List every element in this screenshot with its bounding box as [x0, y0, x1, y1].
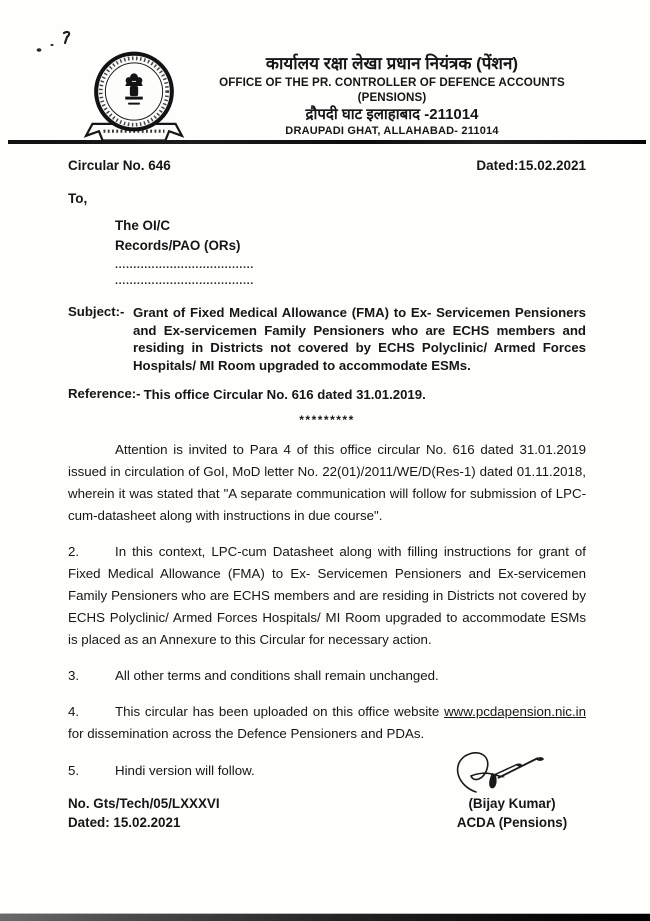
- dotted-line-1: ......................................: [115, 259, 254, 271]
- paragraph-number: 4.: [68, 703, 80, 719]
- office-seal-icon: [74, 50, 194, 146]
- paragraph-text: Hindi version will follow.: [115, 762, 255, 778]
- office-address-english: DRAUPADI GHAT, ALLAHABAD- 211014: [285, 125, 499, 137]
- paragraph-text-before-link: This circular has been uploaded on this office website: [115, 703, 445, 719]
- body-paragraph-1: Attention is invited to Para 4 of this office circular No. 616 dated 31.01.2019 issued in circulation of GoI, MoD letter No. 22(01)/2011/WE/D(Res-1) dated 01.11.2018, wherein it was stated that "A separate communication will follow for submission of LPC-cum-datasheet along with instructions in due course".: [68, 441, 586, 523]
- letterhead: [0, 0, 650, 146]
- paragraph-text: In this context, LPC-cum Datasheet along with filling instructions for grant of Fixed Medical Allowance (FMA) to Ex- Servicemen Pensioners and Ex-servicemen Family Pensioners who are ECHS members and are residing in Districts not covered by ECHS Polyclinic/ Armed Forces Hospitals/ MI Room upgraded to accommodate ESMs is placed as an Annexure to this Circular for necessary action.: [68, 543, 586, 647]
- paragraph-text-after-link: for dissemination across the Defence Pensioners and PDAs.: [68, 725, 425, 741]
- scan-edge: [0, 914, 650, 921]
- subject-label: Subject:-: [68, 304, 125, 319]
- website-link[interactable]: www.pcdapension.nic.in: [444, 703, 586, 719]
- signatory-block: [437, 794, 587, 832]
- subject-text: Grant of Fixed Medical Allowance (FMA) to Ex- Servicemen Pensioners and Ex-servicemen Family Pensioners who are ECHS members and residing in Districts not covered by ECHS Polyclinic/ Armed Forces Hospitals/ MI Room upgraded to accommodate ESMs.: [133, 305, 586, 373]
- org-name-hindi: कार्यालय रक्षा लेखा प्रधान नियंत्रक (पेंशन): [265, 54, 519, 73]
- body-paragraph-4: [68, 701, 586, 745]
- footer-date: Dated: 15.02.2021: [68, 815, 181, 830]
- paragraph-number: 2.: [68, 543, 80, 559]
- body-paragraph-2: [68, 541, 586, 651]
- stars-separator: *********: [299, 412, 355, 427]
- handwritten-signature-icon: [446, 748, 566, 798]
- addressee-line-2: Records/PAO (ORs): [115, 238, 241, 253]
- signatory-name: (Bijay Kumar): [468, 796, 556, 811]
- office-address-hindi: द्रौपदी घाट इलाहाबाद -211014: [305, 106, 479, 123]
- paragraph-number: 5.: [68, 762, 80, 778]
- file-number: No. Gts/Tech/05/LXXXVI: [68, 796, 220, 811]
- paragraph-number: 3.: [68, 667, 80, 683]
- paragraph-text: All other terms and conditions shall remain unchanged.: [115, 667, 439, 683]
- org-name-english: OFFICE OF THE PR. CONTROLLER OF DEFENCE ACCOUNTS (PENSIONS): [219, 76, 565, 104]
- file-reference-block: [68, 794, 220, 832]
- body-paragraph-3: [68, 665, 586, 687]
- circular-number: Circular No. 646: [68, 158, 171, 173]
- reference-text: This office Circular No. 616 dated 31.01.2019.: [143, 387, 426, 402]
- paragraph-text: [68, 704, 586, 741]
- salutation: To,: [68, 191, 88, 206]
- addressee-line-1: The OI/C: [115, 218, 171, 233]
- dotted-line-2: ......................................: [115, 275, 254, 287]
- reference-row: [68, 386, 586, 404]
- subject-row: [68, 304, 586, 374]
- letter-body: [0, 158, 650, 782]
- addressee-block: [115, 216, 586, 288]
- reference-label: Reference:-: [68, 386, 141, 401]
- signatory-designation: ACDA (Pensions): [456, 815, 568, 830]
- circular-date: Dated:15.02.2021: [476, 158, 586, 173]
- header-divider: [8, 140, 646, 145]
